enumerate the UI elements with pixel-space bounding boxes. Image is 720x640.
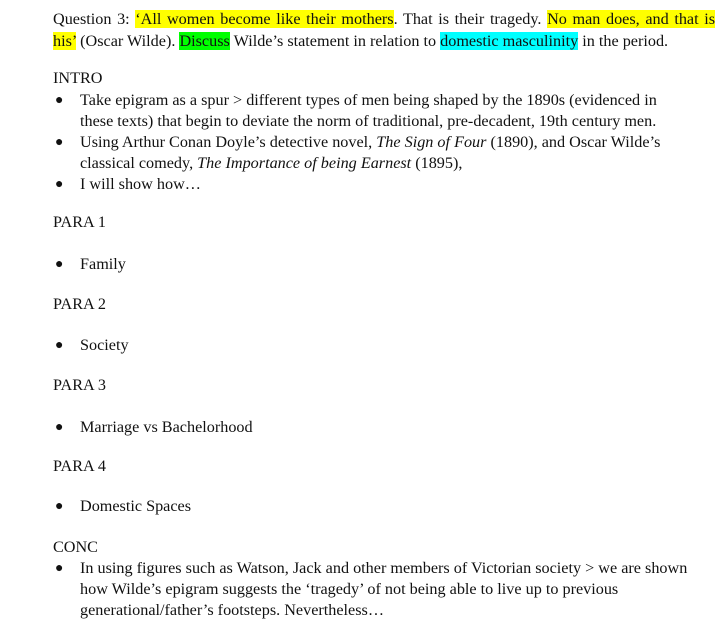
quote-highlight-2: become like their mothers	[220, 10, 394, 28]
list-item: ● I will show how…	[55, 175, 201, 193]
play-title: The Importance of being Earnest	[197, 154, 412, 172]
para4-bullet-list	[53, 496, 693, 517]
domestic-masculinity-highlight: domestic masculinity	[440, 32, 579, 50]
book-title: The Sign of Four	[376, 133, 487, 151]
question-text-3: in the period.	[578, 32, 669, 50]
question-text-2: Wilde’s statement in relation to	[229, 32, 441, 50]
list-item: ● Society	[55, 336, 129, 354]
list-item: ● Family	[55, 255, 126, 273]
para4-heading: PARA 4	[53, 457, 106, 475]
para2-bullet-list	[53, 335, 693, 356]
discuss-highlight: Discuss	[179, 32, 230, 50]
bullet-icon: ●	[55, 499, 64, 514]
bullet-icon: ●	[55, 420, 64, 435]
para3-heading: PARA 3	[53, 376, 106, 394]
para2-heading: PARA 2	[53, 295, 106, 313]
bullet-icon: ●	[55, 561, 64, 576]
question-text-1: . That is their tragedy.	[393, 10, 548, 28]
intro-bullet-list	[53, 90, 693, 195]
question-attribution: (Oscar Wilde).	[76, 32, 180, 50]
bullet-icon: ●	[55, 257, 64, 272]
para1-bullet-list	[53, 254, 693, 275]
quote-highlight-3: No man does, and that is his’	[53, 10, 716, 50]
bullet-icon: ●	[55, 177, 64, 192]
quote-highlight-1: ‘All women	[135, 10, 221, 28]
para3-bullet-list	[53, 417, 693, 438]
conc-heading: CONC	[53, 538, 98, 556]
list-item: ● Marriage vs Bachelorhood	[55, 418, 253, 436]
list-item: ● In using figures such as Watson, Jack and other members of Victorian society > we are shown how Wilde’s epigram suggests the ‘tragedy’ of not being able to live up to previous generational/father’s footsteps. Nevertheless…	[55, 559, 688, 619]
question-prefix: Question 3:	[53, 10, 136, 28]
list-item: ● Using Arthur Conan Doyle’s detective novel, The Sign of Four (1890), and Oscar Wilde’s classical comedy, The Importance of being Earnest (1895),	[55, 133, 661, 172]
list-item: ● Domestic Spaces	[55, 497, 192, 515]
list-item: ● Take epigram as a spur > different types of men being shaped by the 1890s (evidenced in these texts) that begin to deviate the norm of traditional, pre-decadent, 19th century men.	[55, 91, 657, 130]
para1-heading: PARA 1	[53, 213, 106, 231]
bullet-icon: ●	[55, 93, 64, 108]
bullet-icon: ●	[55, 135, 64, 150]
question-paragraph	[53, 8, 715, 52]
bullet-icon: ●	[55, 338, 64, 353]
intro-heading: INTRO	[53, 69, 103, 87]
conc-bullet-list	[53, 558, 693, 621]
